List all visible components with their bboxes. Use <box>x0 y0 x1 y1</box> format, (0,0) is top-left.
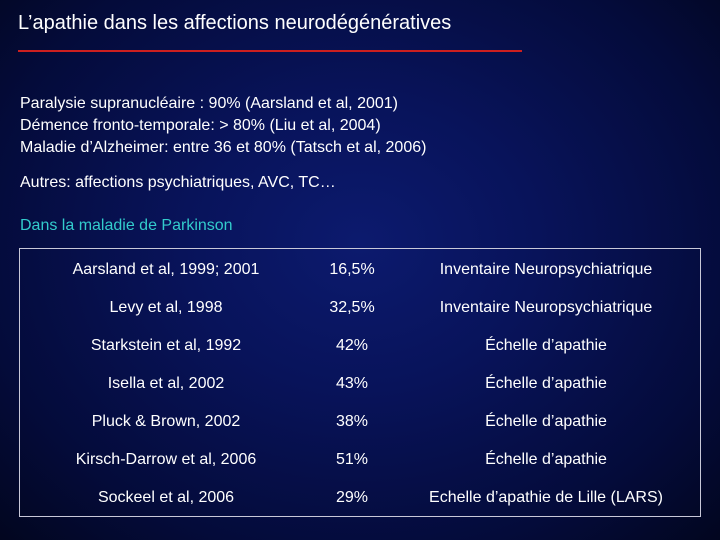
prevalence-item: Démence fronto-temporale: > 80% (Liu et al, 2004) <box>20 117 381 134</box>
table-row <box>20 441 700 479</box>
percent-cell: 32,5% <box>329 299 375 316</box>
table-row <box>20 251 700 289</box>
slide-title: L’apathie dans les affections neurodégénératives <box>18 12 452 34</box>
study-cell: Pluck & Brown, 2002 <box>91 413 241 430</box>
parkinson-studies-table <box>19 248 701 517</box>
table-row <box>20 327 700 365</box>
table-row <box>20 403 700 441</box>
study-cell: Isella et al, 2002 <box>107 375 225 392</box>
percent-cell: 42% <box>335 337 369 354</box>
scale-cell: Inventaire Neuropsychiatrique <box>439 261 653 278</box>
table-row <box>20 479 700 517</box>
table-row <box>20 289 700 327</box>
title-underline <box>18 50 522 52</box>
prevalence-list <box>20 93 426 159</box>
percent-cell: 38% <box>335 413 369 430</box>
study-cell: Kirsch-Darrow et al, 2006 <box>75 451 257 468</box>
scale-cell: Échelle d’apathie <box>485 375 607 392</box>
percent-cell: 43% <box>335 375 369 392</box>
study-cell: Sockeel et al, 2006 <box>97 489 235 506</box>
other-conditions-text: Autres: affections psychiatriques, AVC, TC… <box>20 174 336 191</box>
study-cell: Starkstein et al, 1992 <box>90 337 242 354</box>
prevalence-item: Paralysie supranucléaire : 90% (Aarsland et al, 2001) <box>20 95 398 112</box>
scale-cell: Échelle d’apathie <box>485 337 607 354</box>
scale-cell: Echelle d’apathie de Lille (LARS) <box>429 489 663 506</box>
study-cell: Levy et al, 1998 <box>109 299 223 316</box>
table-row <box>20 365 700 403</box>
parkinson-section-heading: Dans la maladie de Parkinson <box>20 217 233 234</box>
scale-cell: Échelle d’apathie <box>485 451 607 468</box>
percent-cell: 16,5% <box>329 261 375 278</box>
study-cell: Aarsland et al, 1999; 2001 <box>72 261 260 278</box>
percent-cell: 51% <box>335 451 369 468</box>
scale-cell: Échelle d’apathie <box>485 413 607 430</box>
prevalence-item: Maladie d’Alzheimer: entre 36 et 80% (Tatsch et al, 2006) <box>20 139 427 156</box>
percent-cell: 29% <box>335 489 369 506</box>
scale-cell: Inventaire Neuropsychiatrique <box>439 299 653 316</box>
